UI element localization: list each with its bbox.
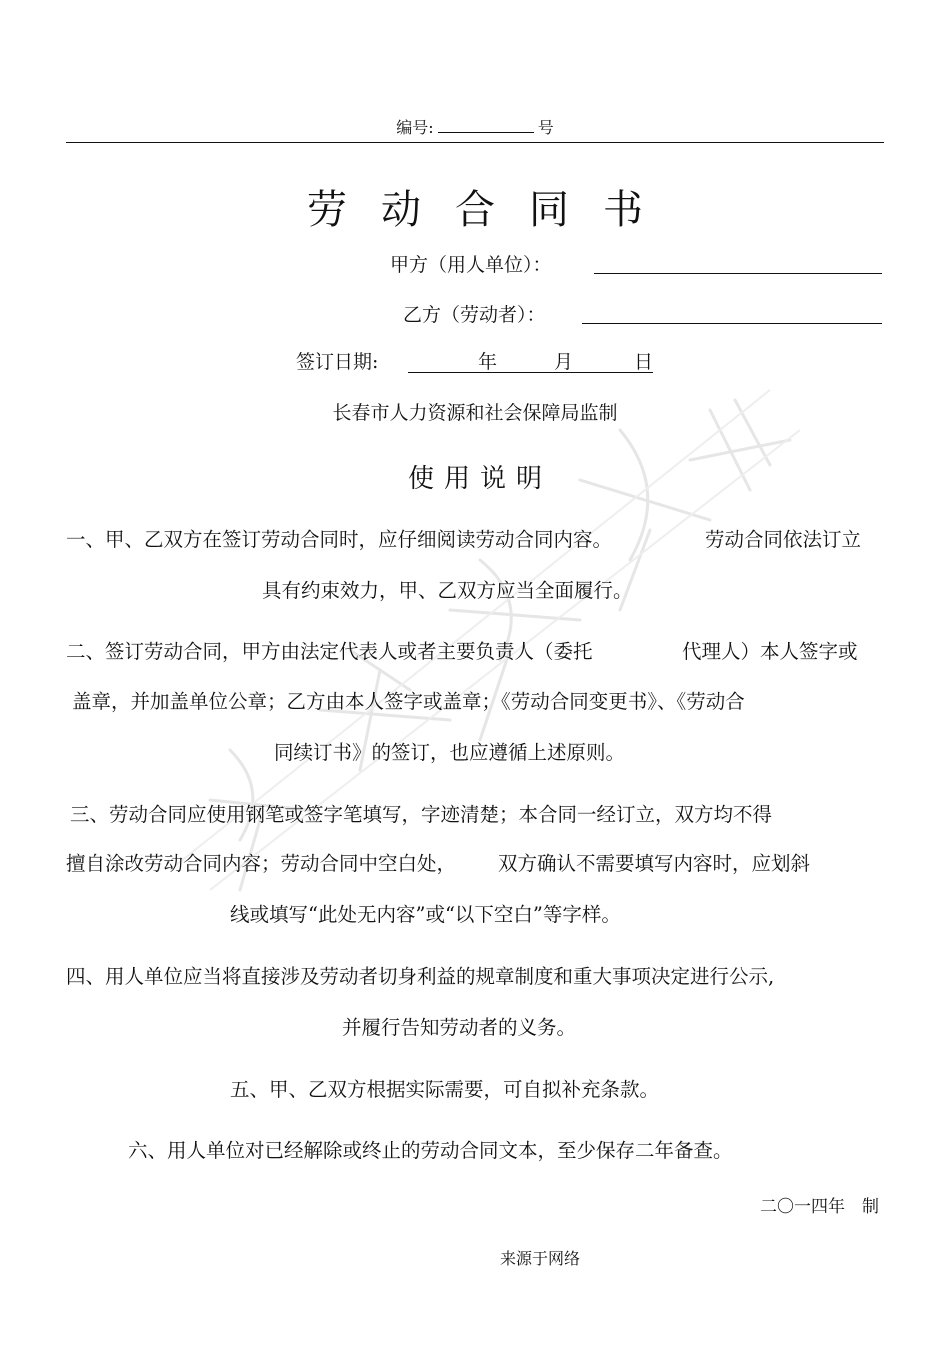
item5-line: 五、甲、乙双方根据实际需要，可自拟补充条款。 bbox=[230, 1078, 660, 1101]
header-rule bbox=[66, 142, 884, 143]
contract-number-row bbox=[0, 115, 950, 138]
day-label: 日 bbox=[634, 351, 654, 373]
number-suffix: 号 bbox=[537, 118, 554, 137]
source-note: 来源于网络 bbox=[500, 1249, 581, 1268]
item2-line3: 同续订书》的签订，也应遵循上述原则。 bbox=[274, 741, 626, 764]
item3-line2b: 双方确认不需要填写内容时，应划斜 bbox=[498, 852, 811, 875]
item3-line2a: 擅自涂改劳动合同内容；劳动合同中空白处， bbox=[66, 852, 457, 875]
item3-line1: 三、劳动合同应使用钢笔或签字笔填写，字迹清楚；本合同一经订立，双方均不得 bbox=[70, 803, 773, 826]
party-a-label: 甲方（用人单位）： bbox=[390, 254, 552, 276]
item1-line2: 具有约束效力，甲、乙双方应当全面履行。 bbox=[262, 579, 633, 602]
instructions-title: 使用说明 bbox=[407, 464, 552, 494]
page-title: 劳动合同书 bbox=[307, 187, 677, 233]
item4-line2: 并履行告知劳动者的义务。 bbox=[342, 1016, 577, 1039]
number-blank[interactable] bbox=[438, 118, 534, 133]
item2-line1a: 二、签订劳动合同，甲方由法定代表人或者主要负责人（委托 bbox=[66, 640, 593, 663]
item6-line: 六、用人单位对已经解除或终止的劳动合同文本，至少保存二年备查。 bbox=[128, 1139, 733, 1162]
party-b-field[interactable] bbox=[582, 322, 882, 324]
item2-line1b: 代理人）本人签字或 bbox=[682, 640, 858, 663]
supervisor-line: 长春市人力资源和社会保障局监制 bbox=[332, 402, 618, 424]
sign-date-label: 签订日期: bbox=[296, 351, 379, 373]
item1-line1b: 劳动合同依法订立 bbox=[705, 528, 862, 551]
number-label: 编号: bbox=[396, 118, 434, 137]
item1-line1a: 一、甲、乙双方在签订劳动合同时，应仔细阅读劳动合同内容。 bbox=[66, 528, 613, 551]
item3-line3: 线或填写“此处无内容”或“以下空白”等字样。 bbox=[230, 903, 621, 926]
party-b-label: 乙方（劳动者）： bbox=[403, 304, 546, 326]
party-a-field[interactable] bbox=[594, 272, 882, 274]
footer-year: 二〇一四年 制 bbox=[760, 1197, 879, 1217]
item2-line2: 盖章，并加盖单位公章；乙方由本人签字或盖章；《劳动合同变更书》、《劳动合 bbox=[72, 690, 745, 713]
month-label: 月 bbox=[554, 351, 574, 373]
item4-line1: 四、用人单位应当将直接涉及劳动者切身利益的规章制度和重大事项决定进行公示, bbox=[66, 965, 775, 988]
year-label: 年 bbox=[478, 351, 498, 373]
sign-date-field[interactable] bbox=[408, 344, 653, 373]
